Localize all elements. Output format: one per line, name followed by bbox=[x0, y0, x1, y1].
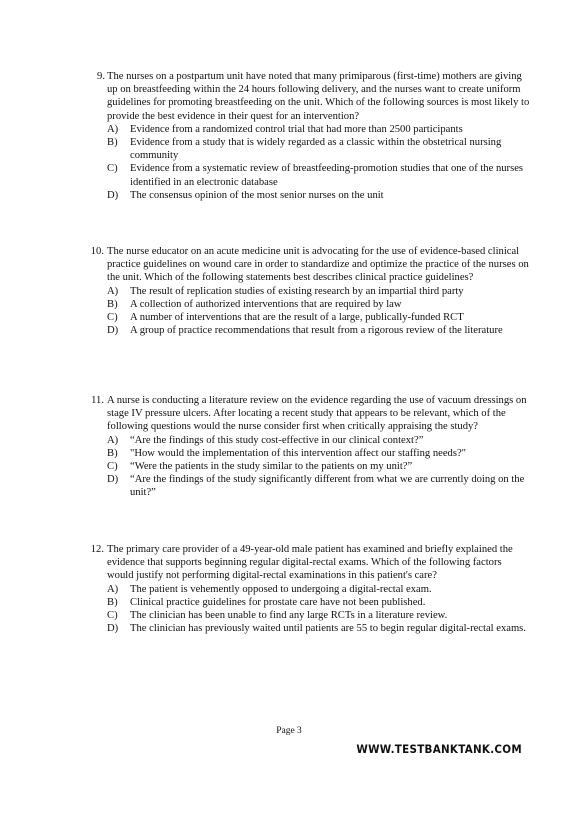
option-text: The clinician has been unable to find any large RCTs in a literature review. bbox=[130, 610, 448, 622]
option-letter: A) bbox=[107, 123, 119, 135]
option-a bbox=[90, 583, 530, 596]
option-letter: C) bbox=[107, 610, 118, 622]
option-letter: B) bbox=[107, 298, 118, 310]
question-text: The nurse educator on an acute medicine unit is advocating for the use of evidence-based clinical practice guidelines on wound care in order to standardize and optimize the practice of the nurses on the unit. Which of the following statements best describes clinical practice guidelines? bbox=[107, 246, 529, 284]
option-letter: B) bbox=[107, 596, 118, 608]
option-text: “Are the findings of this study cost-effective in our clinical context?” bbox=[130, 434, 424, 446]
option-letter: A) bbox=[107, 285, 119, 297]
option-text: A collection of authorized interventions that are required by law bbox=[130, 298, 402, 310]
question-text: The nurses on a postpartum unit have noted that many primiparous (first-time) mothers are giving up on breastfeeding within the 24 hours following delivery, and the nurses want to create uniform guidelines for promoting breastfeeding on the unit. Which of the following sources is most likely to provide the best evidence in their quest for an intervention? bbox=[107, 71, 530, 122]
option-a bbox=[90, 123, 530, 136]
option-letter: D) bbox=[107, 623, 119, 635]
option-text: Evidence from a systematic review of breastfeeding-promotion studies that one of the nurses identified in an electronic database bbox=[130, 163, 524, 188]
option-letter: D) bbox=[107, 474, 119, 486]
option-a bbox=[90, 434, 530, 447]
option-b bbox=[90, 136, 530, 162]
page-number: Page 3 bbox=[276, 726, 302, 736]
option-d bbox=[90, 324, 530, 337]
option-a bbox=[90, 285, 530, 298]
question-text: The primary care provider of a 49-year-old male patient has examined and briefly explained the evidence that supports beginning regular digital-rectal exams. Which of the following factors would justify not performing digital-rectal examinations in this patient's care? bbox=[107, 544, 513, 582]
option-d bbox=[90, 473, 530, 499]
option-text: “Were the patients in the study similar to the patients on my unit?” bbox=[130, 461, 413, 473]
option-letter: D) bbox=[107, 189, 119, 201]
option-d bbox=[90, 622, 530, 635]
question-12 bbox=[90, 543, 530, 635]
question-stem bbox=[90, 394, 530, 434]
option-text: The clinician has previously waited until patients are 55 to begin regular digital-rectal exams. bbox=[130, 623, 526, 635]
option-d bbox=[90, 189, 530, 202]
option-letter: C) bbox=[107, 163, 118, 175]
option-text: The consensus opinion of the most senior nurses on the unit bbox=[130, 189, 384, 201]
option-text: The patient is vehemently opposed to undergoing a digital-rectal exam. bbox=[130, 583, 432, 595]
option-c bbox=[90, 460, 530, 473]
option-b bbox=[90, 298, 530, 311]
option-letter: B) bbox=[107, 137, 118, 149]
option-c bbox=[90, 311, 530, 324]
option-text: A number of interventions that are the result of a large, publically-funded RCT bbox=[130, 312, 464, 324]
question-stem bbox=[90, 245, 530, 285]
question-9 bbox=[90, 70, 530, 202]
option-letter: A) bbox=[107, 434, 119, 446]
option-letter: D) bbox=[107, 325, 119, 337]
option-b bbox=[90, 447, 530, 460]
option-letter: C) bbox=[107, 461, 118, 473]
question-number: 11. bbox=[91, 395, 104, 406]
question-11 bbox=[90, 394, 530, 500]
option-b bbox=[90, 596, 530, 609]
option-text: A group of practice recommendations that result from a rigorous review of the literature bbox=[130, 325, 503, 337]
question-number: 12. bbox=[90, 544, 104, 555]
option-text: Evidence from a study that is widely regarded as a classic within the obstetrical nursing community bbox=[130, 137, 502, 162]
option-letter: B) bbox=[107, 447, 118, 459]
question-stem bbox=[90, 70, 530, 123]
option-text: “Are the findings of the study significantly different from what we are currently doing on the unit?” bbox=[130, 474, 525, 499]
question-10 bbox=[90, 245, 530, 337]
option-text: The result of replication studies of existing research by an impartial third party bbox=[130, 285, 464, 297]
option-letter: A) bbox=[107, 583, 119, 595]
question-text: A nurse is conducting a literature review on the evidence regarding the use of vacuum dressings on stage IV pressure ulcers. After locating a recent study that appears to be relevant, which of the following questions would the nurse consider first when critically appraising the study? bbox=[107, 395, 527, 433]
option-text: Clinical practice guidelines for prostate care have not been published. bbox=[130, 596, 426, 608]
option-text: Evidence from a randomized control trial that had more than 2500 participants bbox=[130, 123, 463, 135]
option-text: "How would the implementation of this intervention affect our staffing needs?" bbox=[130, 447, 466, 459]
question-stem bbox=[90, 543, 530, 583]
option-letter: C) bbox=[107, 312, 118, 324]
question-number: 9. bbox=[97, 71, 105, 82]
option-c bbox=[90, 609, 530, 622]
question-number: 10. bbox=[90, 246, 104, 257]
brand-watermark[interactable]: WWW.TESTBANKTANK.COM bbox=[356, 742, 522, 756]
option-c bbox=[90, 162, 530, 188]
